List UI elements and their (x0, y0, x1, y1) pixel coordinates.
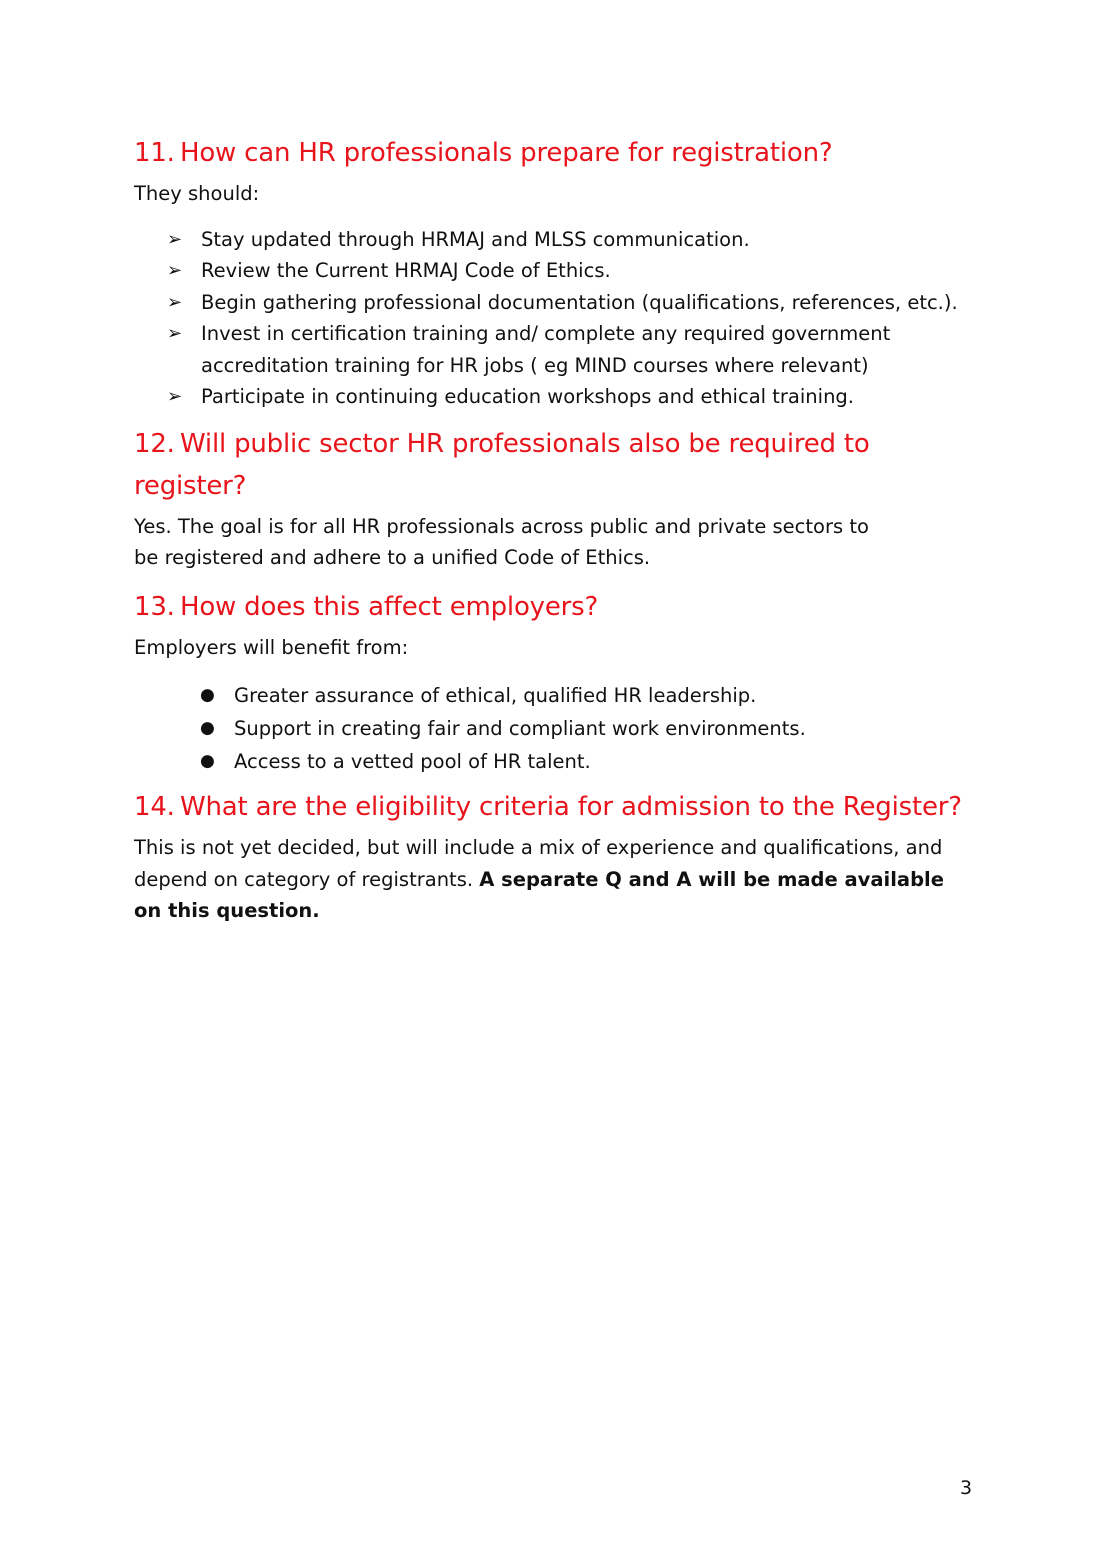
list-item: ➢ Participate in continuing education workshops and ethical training. (134, 381, 974, 413)
section-13 (134, 586, 974, 779)
section-number: 13. (134, 591, 175, 622)
section-13-heading (134, 586, 974, 628)
dot-bullet-list (134, 679, 974, 778)
arrow-bullet-icon: ➢ (167, 260, 183, 281)
section-14 (134, 786, 974, 927)
list-item: ● Greater assurance of ethical, qualified HR leadership. (134, 679, 974, 712)
list-item: ● Support in creating fair and compliant work environments. (134, 712, 974, 745)
heading-text-continued: register? (134, 470, 247, 501)
heading-text: How can HR professionals prepare for registration? (180, 138, 833, 168)
page-number: 3 (960, 1477, 973, 1499)
page-content (134, 132, 974, 927)
heading-text: Will public sector HR professionals also be required to (180, 428, 870, 459)
section-number: 12. (134, 428, 175, 459)
arrow-bullet-icon: ➢ (167, 228, 183, 250)
list-item: ➢ Review the Current HRMAJ Code of Ethics. (134, 255, 974, 287)
section-13-intro: Employers will benefit from: (134, 635, 409, 659)
list-item: ➢ Invest in certification training and/ complete any required government accreditation training for HR jobs ( eg MIND courses where relevant) (134, 318, 974, 381)
arrow-bullet-icon: ➢ (167, 323, 183, 344)
heading-text: How does this affect employers? (180, 591, 599, 622)
section-number: 11. (134, 138, 175, 168)
section-12 (134, 423, 974, 574)
answer-text: This is not yet decided, but will include a mix of experience and qualifications, and depend on category of registrants. (134, 836, 943, 891)
section-12-answer: Yes. The goal is for all HR professionals across public and private sectors to be registered and adhere to a unified Code of Ethics. (134, 514, 869, 569)
list-item: ➢ Stay updated through HRMAJ and MLSS communication. (134, 224, 974, 256)
list-item: ● Access to a vetted pool of HR talent. (134, 745, 974, 778)
bullet-dot-icon: ● (200, 751, 215, 771)
bullet-dot-icon: ● (200, 718, 215, 738)
section-12-heading (134, 423, 974, 507)
answer-emphasis: A separate Q and A will be made available on this question. (134, 867, 944, 922)
section-14-heading (134, 786, 974, 828)
arrow-bullet-list (134, 224, 974, 413)
heading-text: What are the eligibility criteria for admission to the Register? (180, 792, 962, 822)
list-item: ➢ Begin gathering professional documentation (qualifications, references, etc.). (134, 287, 974, 319)
bullet-dot-icon: ● (200, 685, 215, 705)
section-11-heading (134, 132, 974, 174)
section-11 (134, 132, 974, 413)
section-11-intro: They should: (134, 182, 260, 205)
section-14-answer (134, 832, 974, 927)
section-number: 14. (134, 792, 175, 822)
arrow-bullet-icon: ➢ (167, 386, 183, 407)
arrow-bullet-icon: ➢ (167, 291, 183, 313)
